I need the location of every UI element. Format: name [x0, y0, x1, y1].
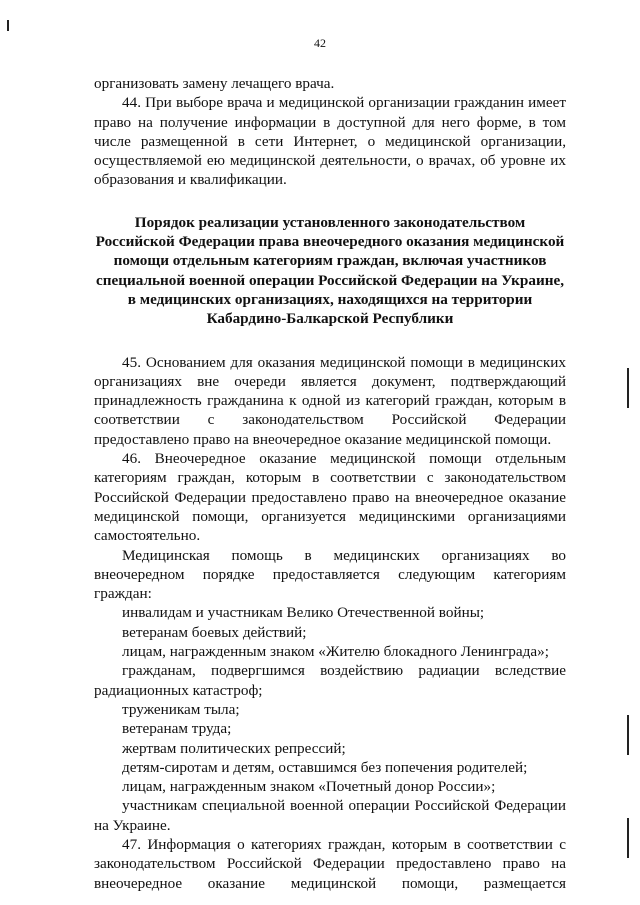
category-item: ветеранам труда;: [122, 720, 232, 738]
category-item: лицам, награжденным знаком «Жителю блокадного Ленинграда»;: [122, 643, 549, 661]
category-item: жертвам политических репрессий;: [122, 739, 346, 757]
category-item: ветеранам боевых действий;: [122, 623, 307, 641]
section-heading: [94, 213, 566, 329]
paragraph-44: 44. При выборе врача и медицинской организации гражданин имеет право на получение информации в доступной для него форме, в том числе размещенной в сети Интернет, о медицинской организации, осуществляемой ею медицинской деятельности, о врачах, об уровне их образования и квалификации.: [94, 94, 566, 189]
paragraph-46: 46. Внеочередное оказание медицинской помощи отдельным категориям граждан, которым в соответствии с законодательством Российской Федерации предоставлено право на внеочередное оказание медицинской помощи, организуется медицинскими организациями самостоятельно.: [94, 450, 566, 545]
category-item: гражданам, подвергшимся воздействию радиации вследствие радиационных катастроф;: [94, 662, 566, 699]
page-number: 42: [314, 36, 326, 50]
heading-line: специальной военной операции Российской Федерации на Украине,: [95, 271, 565, 289]
scan-mark-right-2: [627, 715, 629, 755]
heading-line: Кабардино-Балкарской Республики: [206, 310, 454, 328]
scan-mark-left: [7, 20, 9, 31]
heading-line: помощи отдельным категориям граждан, включая участников: [113, 252, 547, 270]
category-item: инвалидам и участникам Велико Отечественной войны;: [122, 604, 485, 622]
heading-line: Российской Федерации права внеочередного оказания медицинской: [95, 233, 565, 251]
heading-line: в медицинских организациях, находящихся на территории: [127, 290, 533, 308]
heading-line: Порядок реализации установленного законодательством: [134, 213, 526, 231]
paragraph-45: 45. Основанием для оказания медицинской помощи в медицинских организациях вне очереди является документ, подтверждающий принадлежность гражданина к одной из категорий граждан, которым в соответствии с законодательством Российской Федерации предоставлено право на внеочередное оказание медицинской помощи.: [94, 353, 566, 448]
paragraph-46-intro: Медицинская помощь в медицинских организациях во внеочередном порядке предоставляется следующим категориям граждан:: [94, 546, 566, 603]
scan-mark-right-1: [627, 368, 629, 408]
category-item: труженикам тыла;: [122, 700, 240, 718]
category-item: лицам, награжденным знаком «Почетный донор России»;: [122, 778, 496, 796]
scan-mark-right-3: [627, 818, 629, 858]
paragraph-43-end: организовать замену лечащего врача.: [94, 75, 335, 92]
category-item: детям-сиротам и детям, оставшимся без попечения родителей;: [122, 758, 528, 776]
document-body: [94, 74, 566, 893]
paragraph-47: 47. Информация о категориях граждан, которым в соответствии с законодательством Российской Федерации предоставлено право на внеочередное оказание медицинской помощи, размещается: [94, 835, 566, 892]
category-item: участникам специальной военной операции Российской Федерации на Украине.: [94, 797, 566, 834]
